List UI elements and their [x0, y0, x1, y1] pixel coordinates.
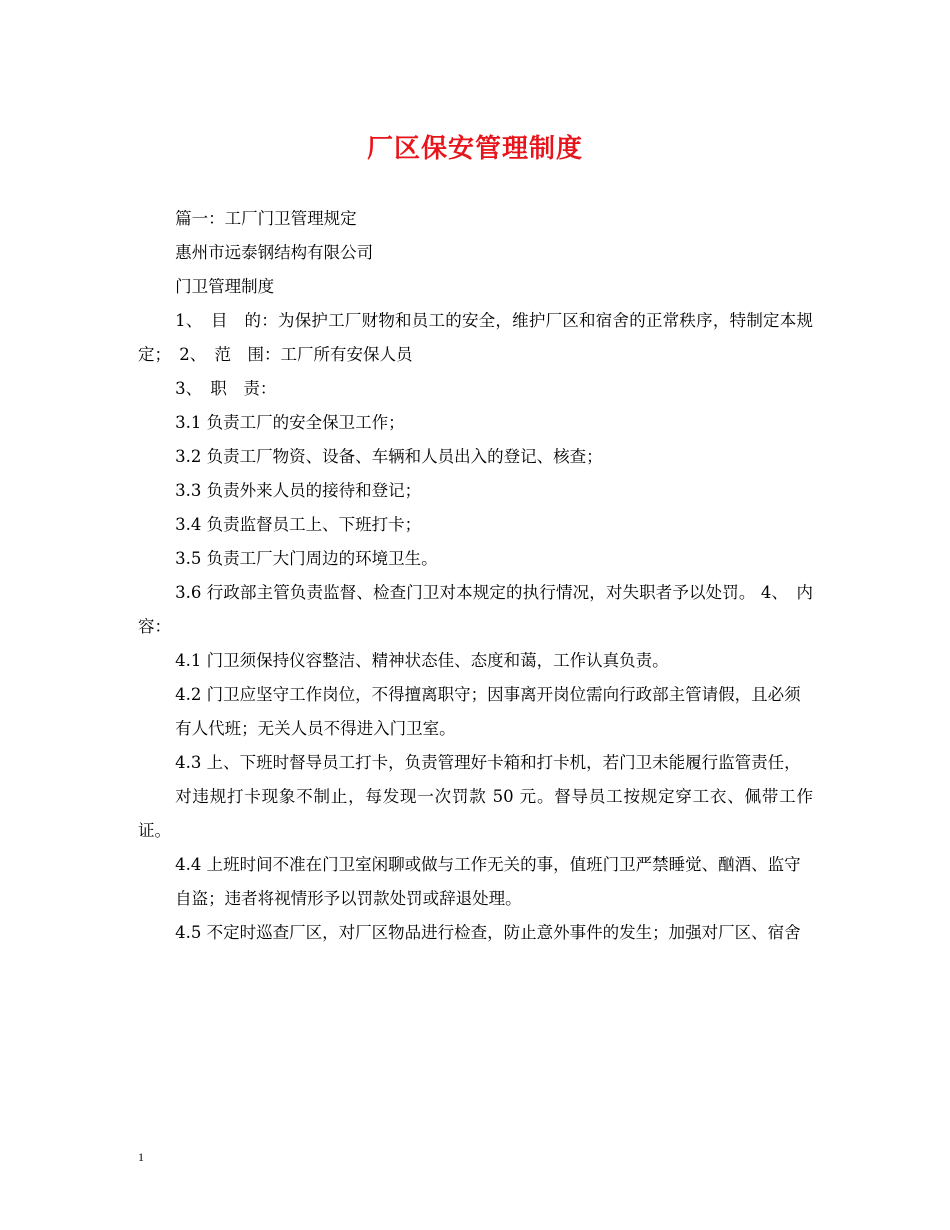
paragraph-content-4-3: 4.3 上、下班时督导员工打卡，负责管理好卡箱和打卡机，若门卫未能履行监管责任，	[175, 753, 801, 772]
paragraph-company-name: 惠州市远泰钢结构有限公司	[175, 243, 374, 262]
paragraph-duty-3-1: 3.1 负责工厂的安全保卫工作；	[175, 413, 405, 432]
paragraph-duties-heading: 3、 职 责：	[175, 379, 277, 398]
paragraph-duty-3-5: 3.5 负责工厂大门周边的环境卫生。	[175, 549, 438, 568]
paragraph-content-4-2: 4.2 门卫应坚守工作岗位，不得擅离职守；因事离开岗位需向行政部主管请假，且必须	[175, 685, 801, 704]
paragraph-purpose-scope: 1、 目 的：为保护工厂财物和员工的安全，维护厂区和宿舍的正常秩序，特制定本规定； 2、 范 围：工厂所有安保人员	[138, 311, 813, 364]
paragraph-duty-3-4: 3.4 负责监督员工上、下班打卡；	[175, 515, 422, 534]
paragraph-section-heading: 篇一：工厂门卫管理规定	[175, 209, 357, 228]
paragraph-duty-3-2: 3.2 负责工厂物资、设备、车辆和人员出入的登记、核查；	[175, 447, 603, 466]
document-title: 厂区保安管理制度	[366, 134, 583, 164]
paragraph-content-4-2-cont: 有人代班；无关人员不得进入门卫室。	[175, 719, 456, 738]
paragraph-content-4-4: 4.4 上班时间不准在门卫室闲聊或做与工作无关的事，值班门卫严禁睡觉、酗酒、监守	[175, 855, 801, 874]
paragraph-duty-3-6: 3.6 行政部主管负责监督、检查门卫对本规定的执行情况，对失职者予以处罚。 4、 内 容：	[138, 583, 830, 636]
paragraph-policy-name: 门卫管理制度	[175, 277, 275, 296]
paragraph-duty-3-3: 3.3 负责外来人员的接待和登记；	[175, 481, 422, 500]
document-body	[138, 202, 830, 950]
paragraph-content-4-1: 4.1 门卫须保持仪容整洁、精神状态佳、态度和蔼，工作认真负责。	[175, 651, 669, 670]
paragraph-content-4-5: 4.5 不定时巡查厂区，对厂区物品进行检查，防止意外事件的发生；加强对厂区、宿舍	[175, 923, 801, 942]
page-number: 1	[138, 1150, 144, 1164]
paragraph-content-4-4-cont: 自盗；违者将视情形予以罚款处罚或辞退处理。	[175, 889, 522, 908]
paragraph-content-4-3-cont: 对违规打卡现象不制止，每发现一次罚款 50 元。督导员工按规定穿工衣、佩带工作证。	[138, 787, 813, 840]
